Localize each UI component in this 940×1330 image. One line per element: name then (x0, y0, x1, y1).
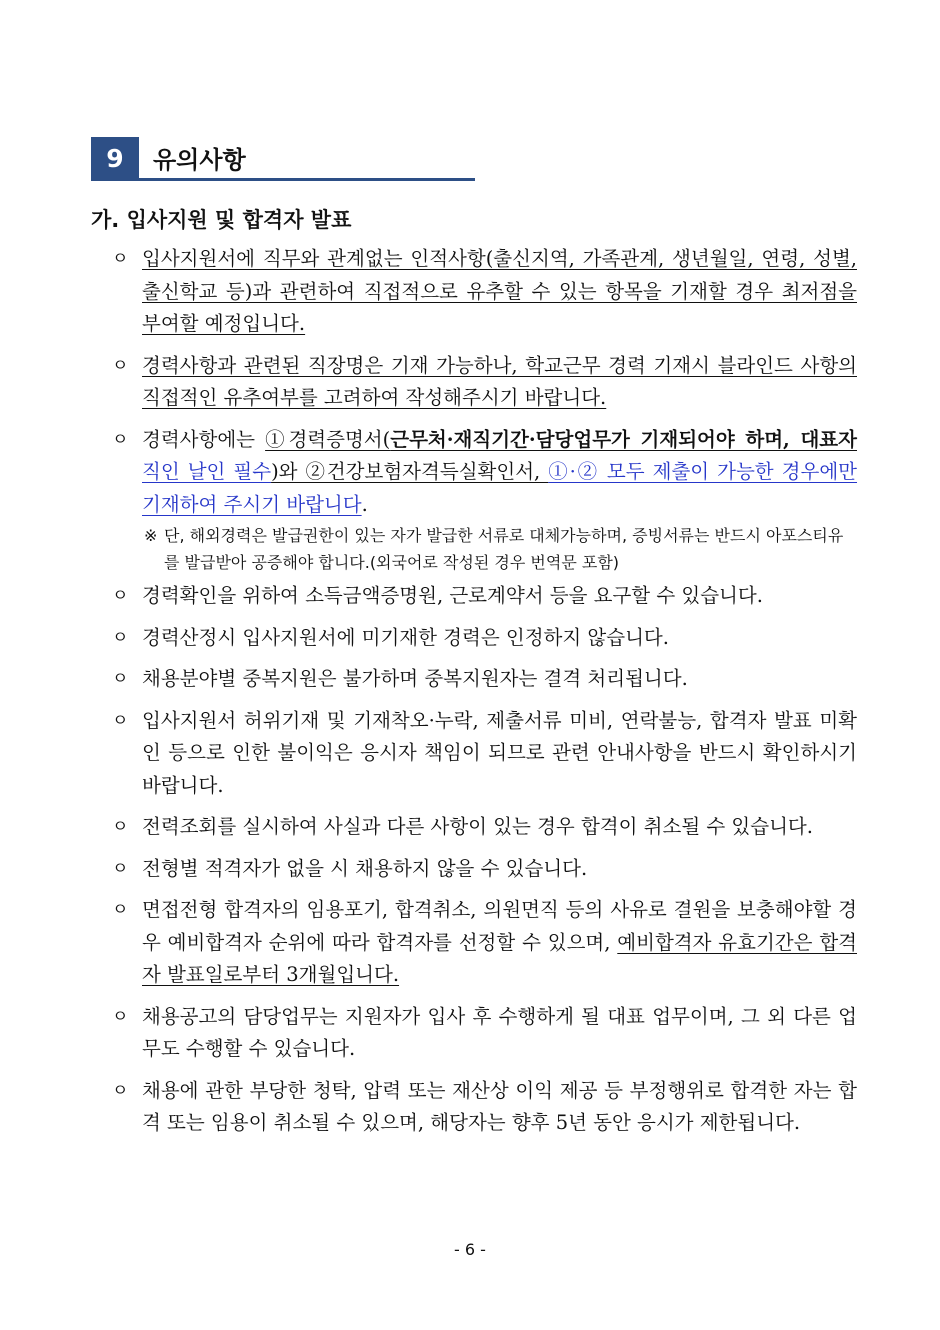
item-text-intro: 경력사항에는 (142, 427, 266, 451)
note-mark: ※ (144, 526, 158, 545)
list-item (112, 243, 857, 341)
item-text-seal: 직인 날인 필수 (142, 460, 272, 483)
item-text: 전형별 적격자가 없을 시 채용하지 않을 수 있습니다. (142, 856, 588, 880)
section-divider (91, 178, 475, 181)
list-item (112, 622, 857, 655)
bullet-icon: ㅇ (112, 900, 129, 920)
list-item (112, 580, 857, 613)
bullet-icon: ㅇ (112, 429, 129, 450)
bullet-icon: ㅇ (112, 669, 129, 689)
item-text: 전력조회를 실시하여 사실과 다른 사항이 있는 경우 합격이 취소될 수 있습니다. (142, 815, 813, 838)
bullet-icon: ㅇ (112, 249, 129, 269)
item-text-reserve: 예비합격자 유효기간은 합격자 발표일로부터 3개월입니다. (142, 930, 857, 986)
bullet-icon: ㅇ (112, 1006, 129, 1027)
list-item (112, 424, 857, 522)
list-item (112, 1001, 857, 1066)
footnote-text: 단, 해외경력은 발급권한이 있는 자가 발급한 서류로 대체가능하며, 증빙서류는 반드시 아포스티유를 발급받아 공증해야 합니다.(외국어로 작성된 경우 번역문 포함) (164, 526, 844, 572)
list-item (112, 1075, 857, 1140)
item-text: 채용분야별 중복지원은 불가하며 중복지원자는 결격 처리됩니다. (142, 667, 688, 690)
sub-heading: 가. 입사지원 및 합격자 발표 (91, 208, 352, 232)
list-item (112, 663, 857, 696)
item-text: 채용공고의 담당업무는 지원자가 입사 후 수행하게 될 대표 업무이며, 그 외 다른 업무도 수행할 수 있습니다. (142, 1004, 857, 1060)
item-text-end: . (361, 492, 368, 516)
bullet-icon: ㅇ (112, 586, 129, 606)
item-text-condition: ①·② 모두 제출이 가능한 경우에만 기재하여 주시기 바랍니다 (142, 460, 858, 516)
bullet-icon: ㅇ (112, 710, 129, 731)
list-item (112, 705, 857, 803)
section-header (91, 137, 475, 181)
bullet-icon: ㅇ (112, 858, 129, 879)
item-text: 입사지원서 허위기재 및 기재착오·누락, 제출서류 미비, 연락불능, 합격자 발표 미확인 등으로 인한 불이익은 응시자 책임이 되므로 관련 안내사항을 반드시 확인하시기 바랍니다. (142, 708, 857, 797)
item-text-required: 근무처·재직기간·담당업무가 기재되어야 하며, 대표자 (390, 427, 857, 451)
list-item (112, 894, 857, 992)
item-text: 입사지원서에 직무와 관계없는 인적사항(출신지역, 가족관계, 생년월일, 연령, 성별, 출신학교 등)과 관련하여 직접적으로 유추할 수 있는 항목을 기재할 경우 최저점을 부여할 예정입니다. (142, 247, 857, 335)
item-text: 경력사항과 관련된 직장명은 기재 가능하나, 학교근무 경력 기재시 블라인드 사항의 직접적인 유추여부를 고려하여 작성해주시기 바랍니다. (142, 353, 857, 409)
bullet-icon: ㅇ (112, 1080, 129, 1101)
item-text-cert: ①경력증명서( (265, 427, 391, 451)
bullet-icon: ㅇ (112, 355, 129, 376)
list-item (112, 350, 857, 415)
footnote (112, 522, 857, 576)
item-text-insurance: )와 ②건강보험자격득실확인서, (271, 460, 549, 483)
notice-list (112, 243, 857, 1149)
bullet-icon: ㅇ (112, 627, 129, 648)
item-text: 경력확인을 위하여 소득금액증명원, 근로계약서 등을 요구할 수 있습니다. (142, 584, 763, 607)
page-number: - 6 - (454, 1240, 486, 1259)
section-number: 9 (91, 137, 139, 179)
item-text: 채용에 관한 부당한 청탁, 압력 또는 재산상 이익 제공 등 부정행위로 합격한 자는 합격 또는 임용이 취소될 수 있으며, 해당자는 향후 5년 동안 응시가 제한됩니다. (142, 1078, 857, 1134)
item-text: 경력산정시 입사지원서에 미기재한 경력은 인정하지 않습니다. (142, 625, 669, 649)
section-title: 유의사항 (153, 146, 246, 174)
list-item (112, 853, 857, 886)
bullet-icon: ㅇ (112, 817, 129, 837)
item-text: 면접전형 합격자의 임용포기, 합격취소, 의원면직 등의 사유로 결원을 보충해야할 경우 예비합격자 순위에 따라 합격자를 선정할 수 있으며, (142, 898, 857, 954)
list-item (112, 811, 857, 844)
